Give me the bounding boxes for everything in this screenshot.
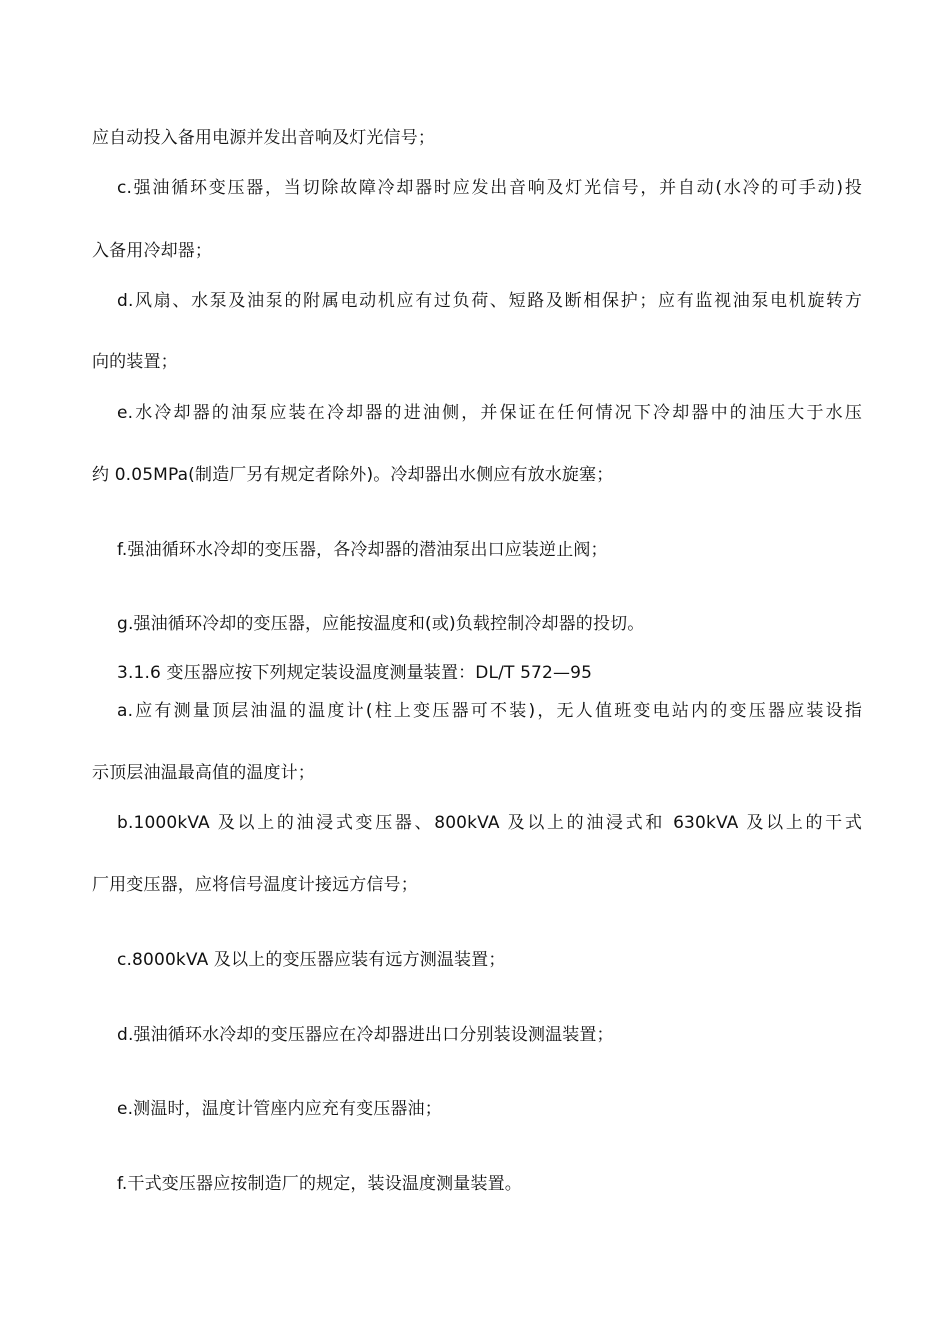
text-line: d.强油循环水冷却的变压器应在冷却器进出口分别装设测温装置； [117, 1025, 614, 1045]
text-line: a.应有测量顶层油温的温度计(柱上变压器可不装)，无人值班变电站内的变压器应装设指 [117, 701, 862, 721]
text-line: 入备用冷却器； [92, 241, 213, 261]
text-line: f.干式变压器应按制造厂的规定，装设温度测量装置。 [117, 1174, 522, 1194]
text-line: f.强油循环水冷却的变压器，各冷却器的潜油泵出口应装逆止阀； [117, 540, 608, 560]
text-line: g.强油循环冷却的变压器，应能按温度和(或)负载控制冷却器的投切。 [117, 614, 645, 634]
text-line: b.1000kVA 及以上的油浸式变压器、800kVA 及以上的油浸式和 630kVA 及以上的干式 [117, 813, 862, 833]
text-line: 示顶层油温最高值的温度计； [92, 763, 315, 783]
text-line: 厂用变压器，应将信号温度计接远方信号； [92, 875, 418, 895]
section-heading: 3.1.6 变压器应按下列规定装设温度测量装置：DL/T 572—95 [117, 663, 593, 683]
text-line: c.强油循环变压器，当切除故障冷却器时应发出音响及灯光信号，并自动(水冷的可手动)投 [117, 178, 862, 198]
text-line: d.风扇、水泵及油泵的附属电动机应有过负荷、短路及断相保护；应有监视油泵电机旋转方 [117, 291, 862, 311]
text-line: e.测温时，温度计管座内应充有变压器油； [117, 1099, 442, 1119]
text-line: 向的装置； [92, 352, 178, 372]
text-line: 约 0.05MPa(制造厂另有规定者除外)。冷却器出水侧应有放水旋塞； [92, 465, 614, 485]
text-line: 应自动投入备用电源并发出音响及灯光信号； [92, 128, 435, 148]
text-line: c.8000kVA 及以上的变压器应装有远方测温装置； [117, 950, 506, 970]
text-line: e.水冷却器的油泵应装在冷却器的进油侧，并保证在任何情况下冷却器中的油压大于水压 [117, 403, 862, 423]
